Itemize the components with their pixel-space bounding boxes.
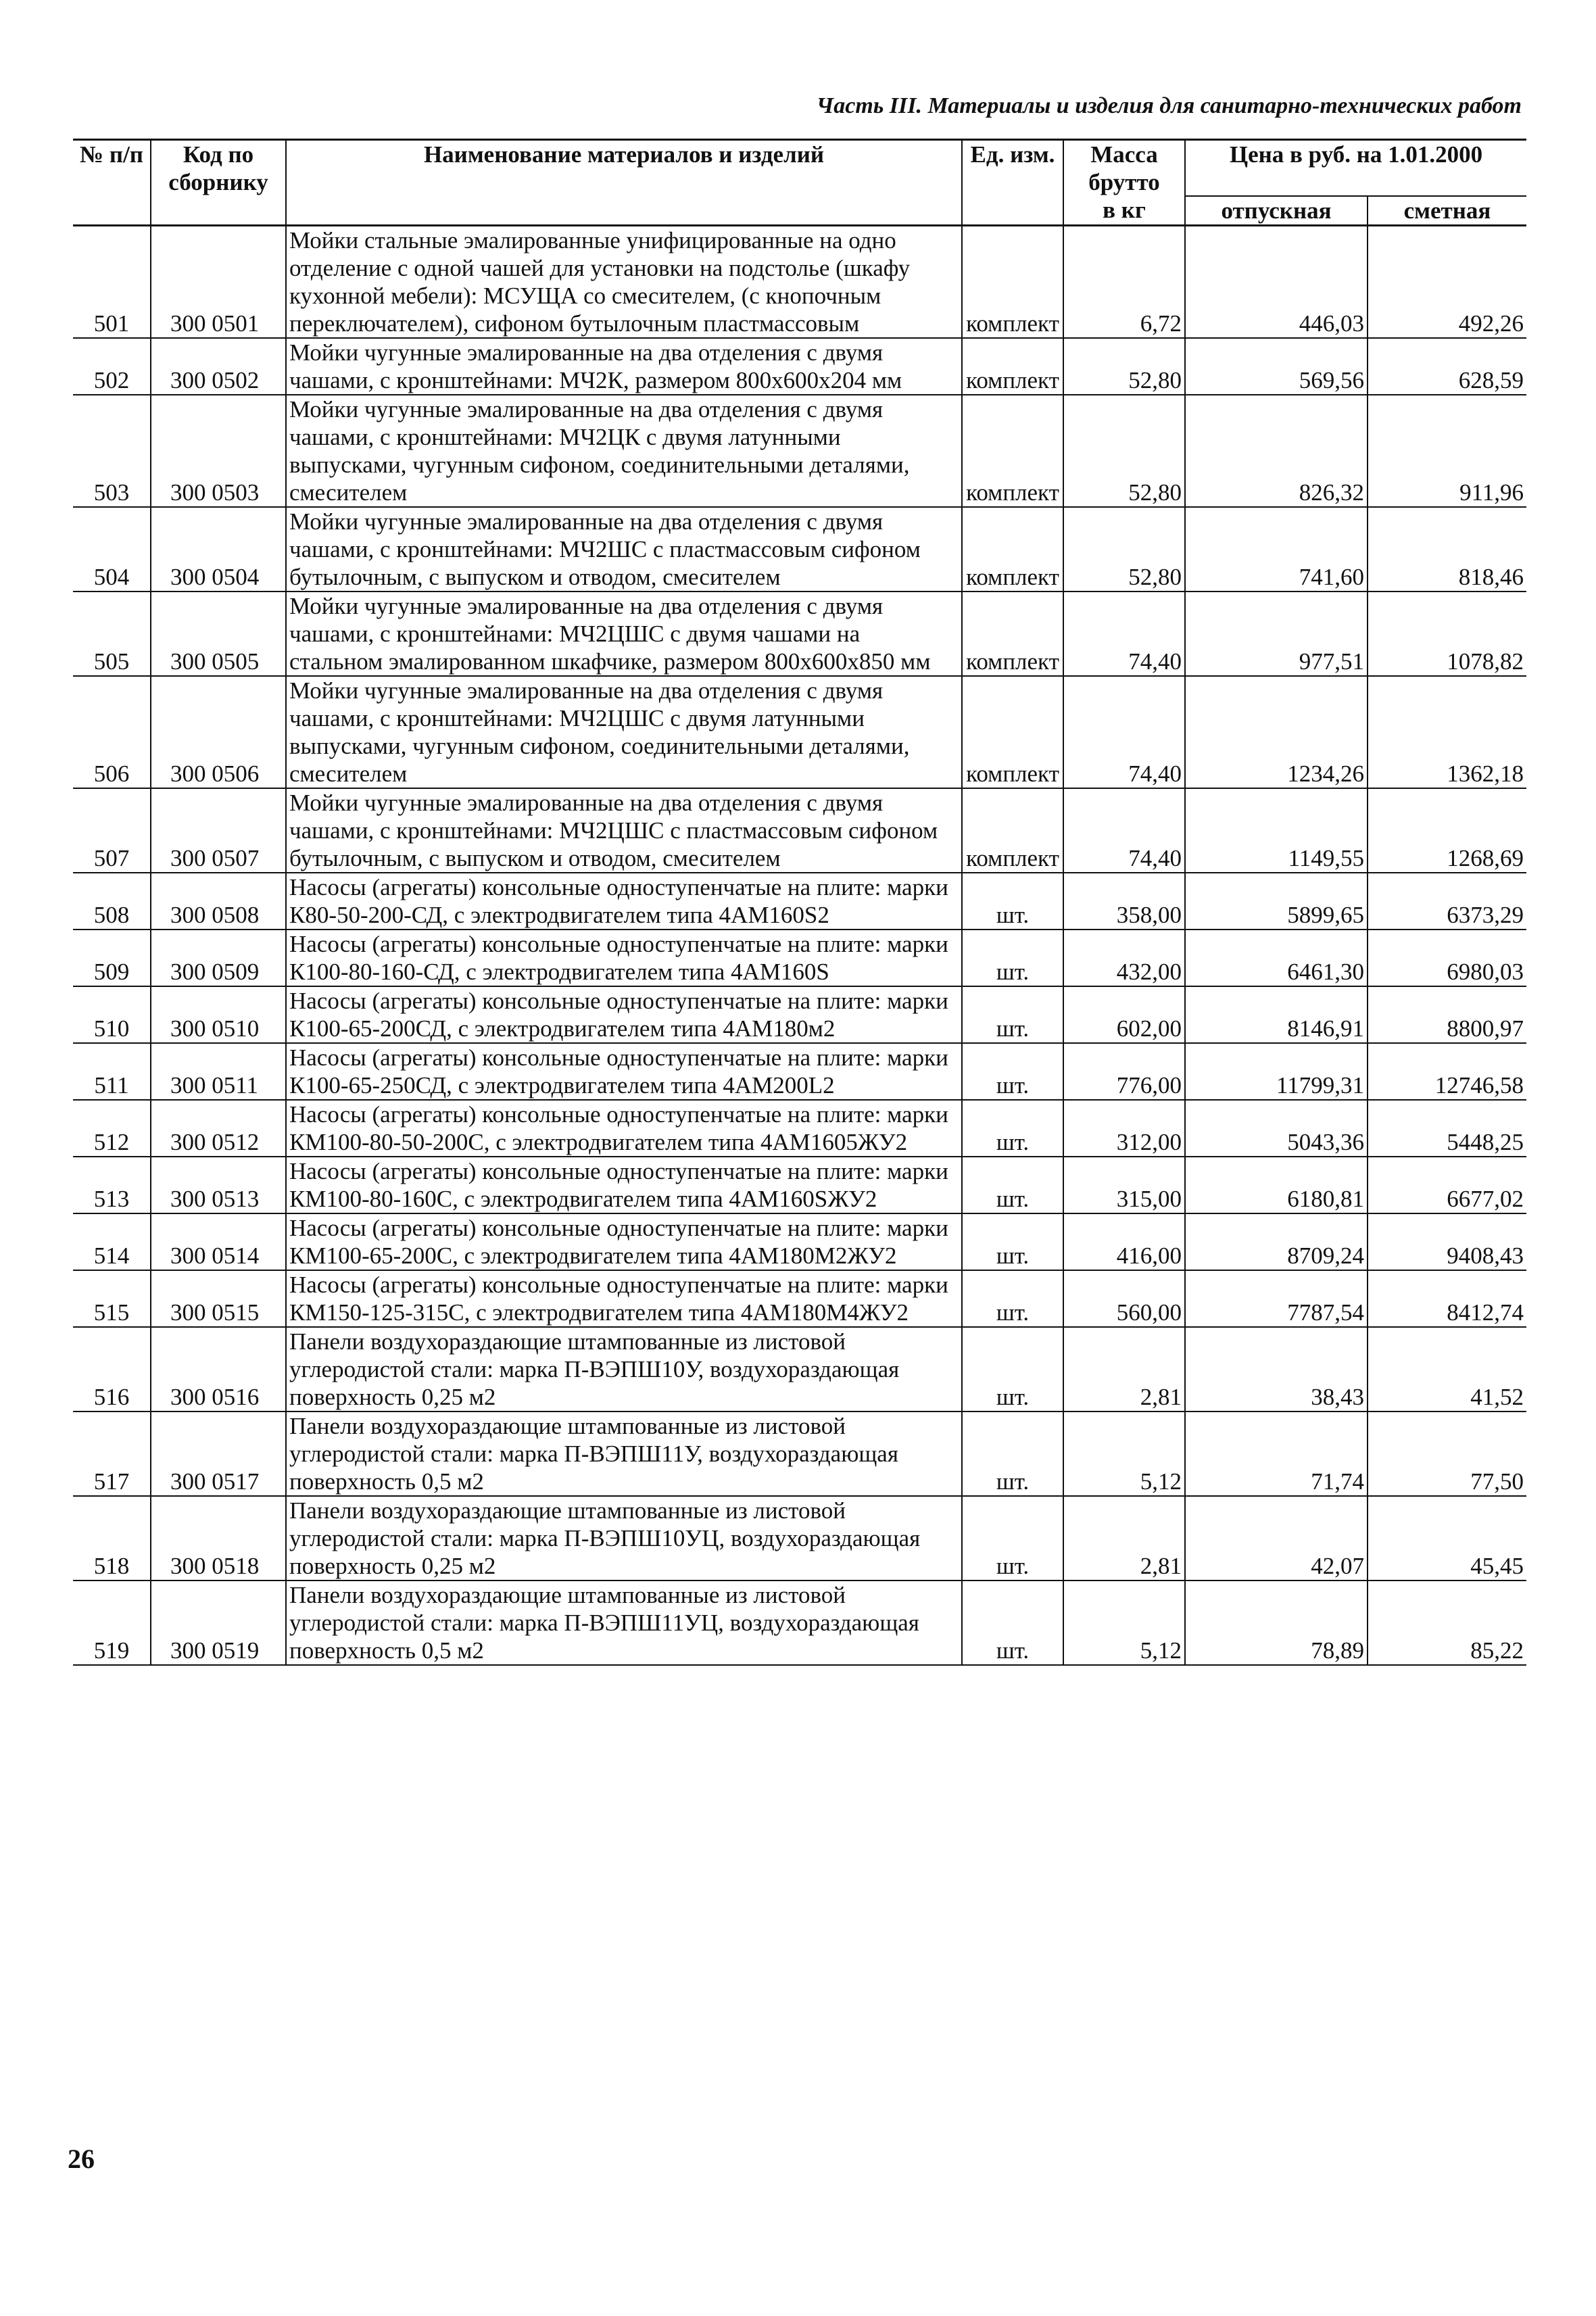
- row-name: Насосы (агрегаты) консольные одноступенчатые на плите: марки К100-80-160-СД, с электродвигателем типа 4АМ160S: [286, 930, 962, 986]
- row-code: 300 0518: [151, 1496, 286, 1581]
- col-code-header: Код по сборнику: [151, 140, 286, 226]
- row-mass: 74,40: [1063, 788, 1185, 873]
- col-name-header: Наименование материалов и изделий: [286, 140, 962, 226]
- row-code: 300 0519: [151, 1581, 286, 1665]
- row-price-estimate: 9408,43: [1368, 1213, 1526, 1270]
- row-price-release: 11799,31: [1185, 1043, 1368, 1100]
- row-price-estimate: 818,46: [1368, 507, 1526, 592]
- row-number: 512: [73, 1100, 151, 1157]
- row-unit: комплект: [962, 592, 1063, 676]
- row-code: 300 0509: [151, 930, 286, 986]
- row-code: 300 0503: [151, 395, 286, 507]
- row-mass: 2,81: [1063, 1327, 1185, 1412]
- row-price-release: 569,56: [1185, 338, 1368, 395]
- row-unit: шт.: [962, 1100, 1063, 1157]
- row-name: Мойки чугунные эмалированные на два отделения с двумя чашами, с кронштейнами: МЧ2ЦШС с двумя чашами на стальном эмалированном шкафчике, размером 800х600х850 мм: [286, 592, 962, 676]
- row-number: 511: [73, 1043, 151, 1100]
- row-price-estimate: 911,96: [1368, 395, 1526, 507]
- row-unit: комплект: [962, 788, 1063, 873]
- row-unit: шт.: [962, 1270, 1063, 1327]
- row-name: Насосы (агрегаты) консольные одноступенчатые на плите: марки КМ100-65-200С, с электродвигателем типа 4АМ180М2ЖУ2: [286, 1213, 962, 1270]
- row-mass: 52,80: [1063, 395, 1185, 507]
- row-name: Панели воздухораздающие штампованные из листовой углеродистой стали: марка П-ВЭПШ11УЦ, воздухораздающая поверхность 0,5 м2: [286, 1581, 962, 1665]
- row-number: 507: [73, 788, 151, 873]
- table-row: [73, 1270, 1526, 1327]
- table-row: [73, 1157, 1526, 1213]
- row-name: Мойки чугунные эмалированные на два отделения с двумя чашами, с кронштейнами: МЧ2ШС с пластмассовым сифоном бутылочным, с выпуском и отводом, смесителем: [286, 507, 962, 592]
- row-unit: шт.: [962, 1157, 1063, 1213]
- row-code: 300 0511: [151, 1043, 286, 1100]
- row-price-estimate: 1268,69: [1368, 788, 1526, 873]
- row-price-estimate: 8800,97: [1368, 986, 1526, 1043]
- row-price-release: 8709,24: [1185, 1213, 1368, 1270]
- table-row: [73, 1213, 1526, 1270]
- row-number: 516: [73, 1327, 151, 1412]
- table-row: [73, 226, 1526, 339]
- running-header: Часть III. Материалы и изделия для санитарно-технических работ: [816, 93, 1522, 118]
- row-code: 300 0512: [151, 1100, 286, 1157]
- row-name: Насосы (агрегаты) консольные одноступенчатые на плите: марки К100-65-200СД, с электродвигателем типа 4АМ180м2: [286, 986, 962, 1043]
- row-mass: 560,00: [1063, 1270, 1185, 1327]
- row-code: 300 0506: [151, 676, 286, 788]
- row-unit: шт.: [962, 986, 1063, 1043]
- row-price-release: 7787,54: [1185, 1270, 1368, 1327]
- col-unit-header: Ед. изм.: [962, 140, 1063, 226]
- row-unit: шт.: [962, 1412, 1063, 1496]
- row-price-release: 42,07: [1185, 1496, 1368, 1581]
- table-row: [73, 395, 1526, 507]
- row-name: Панели воздухораздающие штампованные из листовой углеродистой стали: марка П-ВЭПШ10УЦ, воздухораздающая поверхность 0,25 м2: [286, 1496, 962, 1581]
- row-name: Мойки чугунные эмалированные на два отделения с двумя чашами, с кронштейнами: МЧ2ЦШС с двумя латунными выпусками, чугунным сифоном, соединительными деталями, смесителем: [286, 676, 962, 788]
- row-mass: 416,00: [1063, 1213, 1185, 1270]
- row-price-release: 1234,26: [1185, 676, 1368, 788]
- row-mass: 5,12: [1063, 1581, 1185, 1665]
- row-name: Мойки чугунные эмалированные на два отделения с двумя чашами, с кронштейнами: МЧ2ЦШС с пластмассовым сифоном бутылочным, с выпуском и отводом, смесителем: [286, 788, 962, 873]
- row-code: 300 0501: [151, 226, 286, 339]
- row-unit: шт.: [962, 1581, 1063, 1665]
- row-number: 501: [73, 226, 151, 339]
- row-mass: 2,81: [1063, 1496, 1185, 1581]
- row-unit: шт.: [962, 1213, 1063, 1270]
- table-row: [73, 873, 1526, 930]
- row-unit: шт.: [962, 1043, 1063, 1100]
- table-row: [73, 676, 1526, 788]
- row-code: 300 0502: [151, 338, 286, 395]
- row-price-estimate: 41,52: [1368, 1327, 1526, 1412]
- table-body: [73, 226, 1526, 1666]
- row-mass: 52,80: [1063, 507, 1185, 592]
- row-price-release: 1149,55: [1185, 788, 1368, 873]
- table-row: [73, 1327, 1526, 1412]
- table-row: [73, 338, 1526, 395]
- row-mass: 432,00: [1063, 930, 1185, 986]
- row-code: 300 0515: [151, 1270, 286, 1327]
- row-price-estimate: 5448,25: [1368, 1100, 1526, 1157]
- row-name: Панели воздухораздающие штампованные из листовой углеродистой стали: марка П-ВЭПШ11У, воздухораздающая поверхность 0,5 м2: [286, 1412, 962, 1496]
- row-number: 517: [73, 1412, 151, 1496]
- row-unit: комплект: [962, 395, 1063, 507]
- row-price-release: 446,03: [1185, 226, 1368, 339]
- row-unit: шт.: [962, 873, 1063, 930]
- row-code: 300 0507: [151, 788, 286, 873]
- row-name: Насосы (агрегаты) консольные одноступенчатые на плите: марки КМ100-80-160С, с электродвигателем типа 4АМ160SЖУ2: [286, 1157, 962, 1213]
- row-number: 505: [73, 592, 151, 676]
- row-name: Насосы (агрегаты) консольные одноступенчатые на плите: марки КМ150-125-315С, с электродвигателем типа 4АМ180М4ЖУ2: [286, 1270, 962, 1327]
- row-price-estimate: 6373,29: [1368, 873, 1526, 930]
- row-mass: 74,40: [1063, 676, 1185, 788]
- row-name: Мойки чугунные эмалированные на два отделения с двумя чашами, с кронштейнами: МЧ2ЦК с двумя латунными выпусками, чугунным сифоном, соединительными деталями, смесителем: [286, 395, 962, 507]
- table-row: [73, 1581, 1526, 1665]
- table-row: [73, 1100, 1526, 1157]
- row-number: 504: [73, 507, 151, 592]
- table-row: [73, 507, 1526, 592]
- row-price-release: 8146,91: [1185, 986, 1368, 1043]
- row-number: 518: [73, 1496, 151, 1581]
- row-name: Насосы (агрегаты) консольные одноступенчатые на плите: марки К100-65-250СД, с электродвигателем типа 4АМ200L2: [286, 1043, 962, 1100]
- row-price-release: 741,60: [1185, 507, 1368, 592]
- row-price-estimate: 6677,02: [1368, 1157, 1526, 1213]
- row-price-estimate: 628,59: [1368, 338, 1526, 395]
- row-price-estimate: 45,45: [1368, 1496, 1526, 1581]
- row-price-estimate: 8412,74: [1368, 1270, 1526, 1327]
- row-number: 506: [73, 676, 151, 788]
- row-price-release: 826,32: [1185, 395, 1368, 507]
- row-price-estimate: 6980,03: [1368, 930, 1526, 986]
- row-number: 513: [73, 1157, 151, 1213]
- row-price-release: 38,43: [1185, 1327, 1368, 1412]
- row-unit: комплект: [962, 676, 1063, 788]
- row-price-estimate: 77,50: [1368, 1412, 1526, 1496]
- table-row: [73, 592, 1526, 676]
- row-code: 300 0514: [151, 1213, 286, 1270]
- row-code: 300 0517: [151, 1412, 286, 1496]
- row-price-release: 78,89: [1185, 1581, 1368, 1665]
- col-price-group-header: Цена в руб. на 1.01.2000: [1185, 140, 1526, 197]
- row-price-release: 977,51: [1185, 592, 1368, 676]
- row-name: Мойки чугунные эмалированные на два отделения с двумя чашами, с кронштейнами: МЧ2К, размером 800х600х204 мм: [286, 338, 962, 395]
- row-code: 300 0513: [151, 1157, 286, 1213]
- table-row: [73, 986, 1526, 1043]
- row-name: Панели воздухораздающие штампованные из листовой углеродистой стали: марка П-ВЭПШ10У, воздухораздающая поверхность 0,25 м2: [286, 1327, 962, 1412]
- row-price-release: 6180,81: [1185, 1157, 1368, 1213]
- row-mass: 52,80: [1063, 338, 1185, 395]
- row-code: 300 0505: [151, 592, 286, 676]
- row-mass: 776,00: [1063, 1043, 1185, 1100]
- row-price-release: 5043,36: [1185, 1100, 1368, 1157]
- row-mass: 315,00: [1063, 1157, 1185, 1213]
- row-code: 300 0510: [151, 986, 286, 1043]
- row-unit: комплект: [962, 507, 1063, 592]
- price-table: [73, 139, 1526, 1666]
- table-row: [73, 1043, 1526, 1100]
- row-number: 509: [73, 930, 151, 986]
- row-price-estimate: 1078,82: [1368, 592, 1526, 676]
- row-unit: шт.: [962, 930, 1063, 986]
- row-mass: 6,72: [1063, 226, 1185, 339]
- row-number: 515: [73, 1270, 151, 1327]
- row-number: 508: [73, 873, 151, 930]
- row-number: 503: [73, 395, 151, 507]
- table-row: [73, 1412, 1526, 1496]
- row-unit: комплект: [962, 226, 1063, 339]
- row-price-estimate: 1362,18: [1368, 676, 1526, 788]
- row-number: 519: [73, 1581, 151, 1665]
- row-name: Насосы (агрегаты) консольные одноступенчатые на плите: марки К80-50-200-СД, с электродвигателем типа 4АМ160S2: [286, 873, 962, 930]
- row-price-estimate: 85,22: [1368, 1581, 1526, 1665]
- row-code: 300 0516: [151, 1327, 286, 1412]
- table-row: [73, 1496, 1526, 1581]
- row-mass: 74,40: [1063, 592, 1185, 676]
- row-price-release: 6461,30: [1185, 930, 1368, 986]
- row-price-estimate: 12746,58: [1368, 1043, 1526, 1100]
- row-code: 300 0504: [151, 507, 286, 592]
- col-mass-unit-header: в кг: [1063, 196, 1185, 226]
- col-num-header: № п/п: [73, 140, 151, 226]
- row-code: 300 0508: [151, 873, 286, 930]
- row-mass: 312,00: [1063, 1100, 1185, 1157]
- row-name: Насосы (агрегаты) консольные одноступенчатые на плите: марки КМ100-80-50-200С, с электродвигателем типа 4АМ1605ЖУ2: [286, 1100, 962, 1157]
- table-row: [73, 788, 1526, 873]
- row-number: 514: [73, 1213, 151, 1270]
- row-unit: шт.: [962, 1496, 1063, 1581]
- row-number: 510: [73, 986, 151, 1043]
- row-price-release: 5899,65: [1185, 873, 1368, 930]
- table-row: [73, 930, 1526, 986]
- row-price-estimate: 492,26: [1368, 226, 1526, 339]
- table-header-row: [73, 140, 1526, 197]
- row-unit: комплект: [962, 338, 1063, 395]
- row-number: 502: [73, 338, 151, 395]
- row-price-release: 71,74: [1185, 1412, 1368, 1496]
- row-mass: 602,00: [1063, 986, 1185, 1043]
- row-mass: 5,12: [1063, 1412, 1185, 1496]
- row-mass: 358,00: [1063, 873, 1185, 930]
- row-unit: шт.: [962, 1327, 1063, 1412]
- page-number: 26: [68, 2144, 95, 2174]
- col-price-estimate-header: сметная: [1368, 196, 1526, 226]
- row-name: Мойки стальные эмалированные унифицированные на одно отделение с одной чашей для установки на подстолье (шкафу кухонной мебели): МСУЩА со смесителем, (с кнопочным переключателем), сифоном бутылочным пластмассовым: [286, 226, 962, 339]
- col-price-release-header: отпускная: [1185, 196, 1368, 226]
- col-mass-header: Масса брутто: [1063, 140, 1185, 197]
